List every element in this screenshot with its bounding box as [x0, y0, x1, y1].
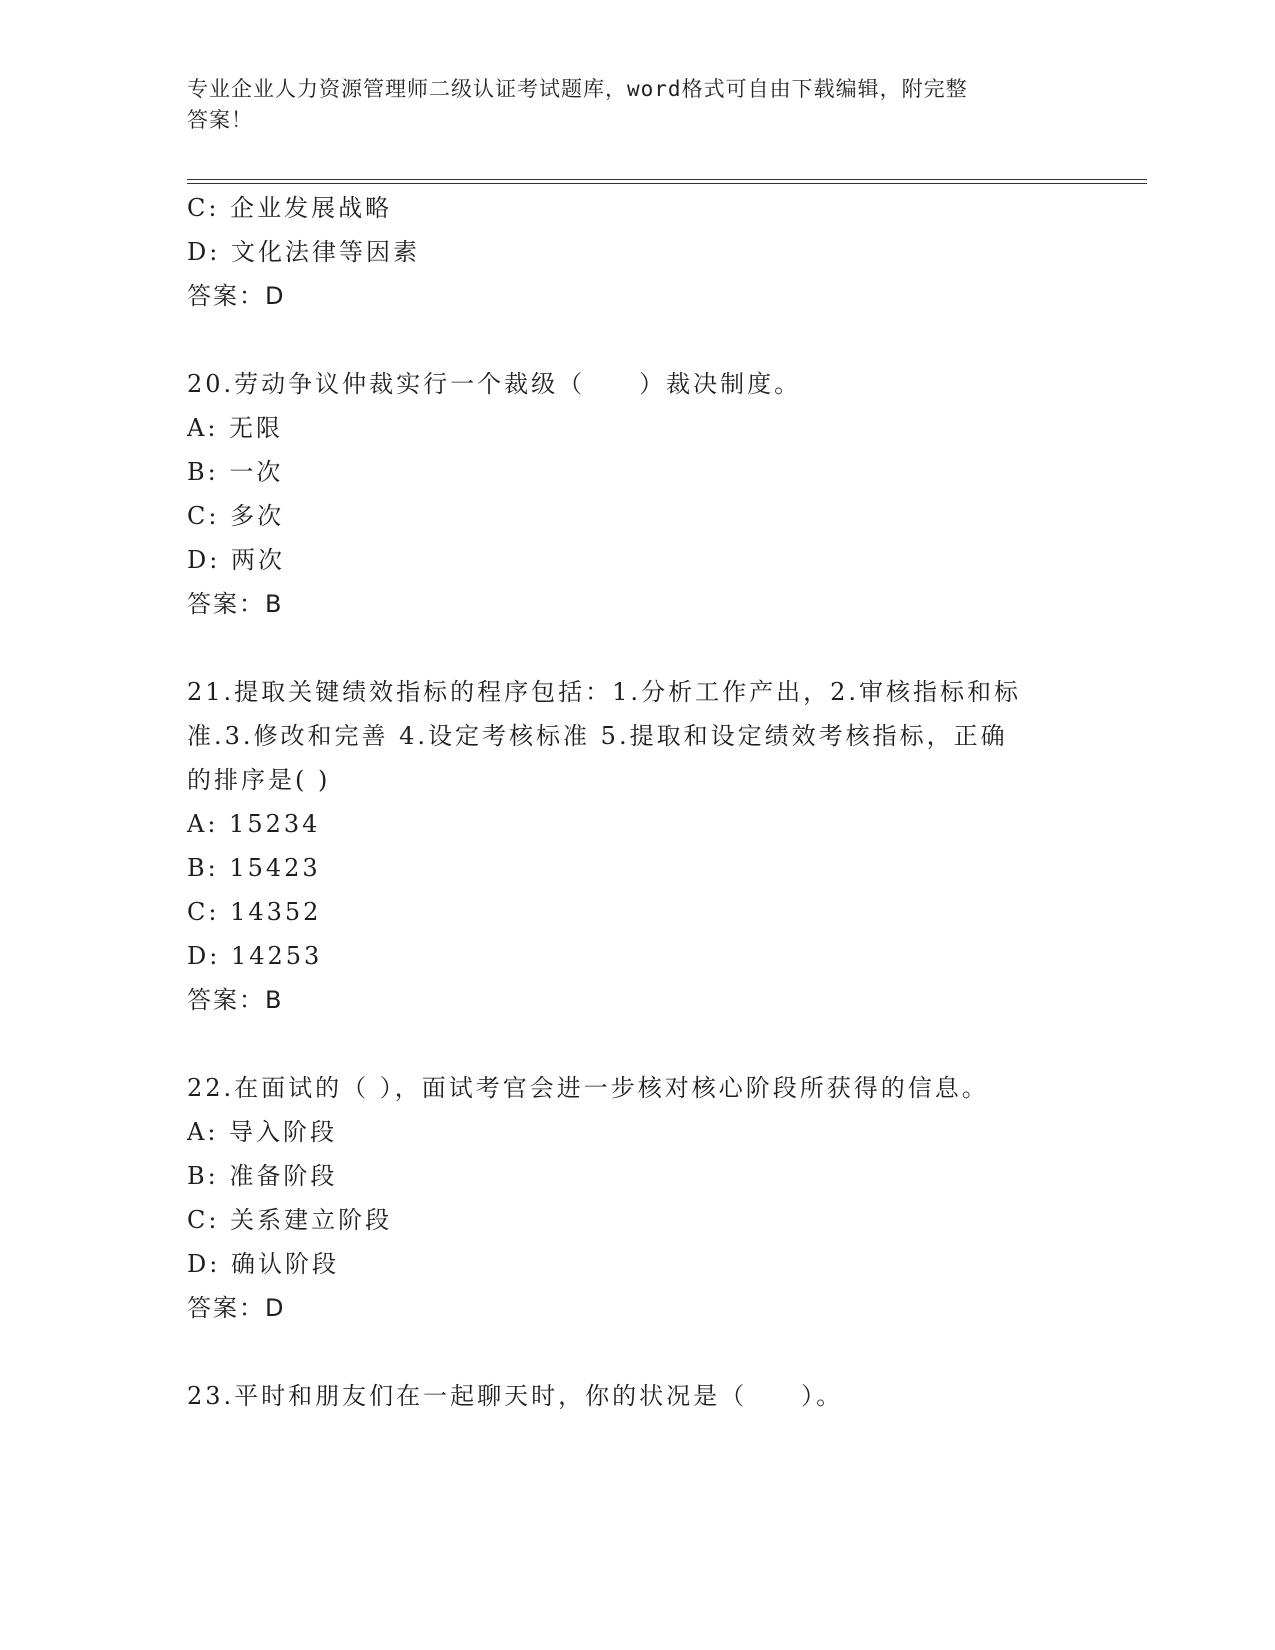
header-line-2: 答案！	[187, 108, 253, 132]
q21-option-a: A: 15234	[187, 810, 321, 838]
header-divider-bottom	[187, 183, 1147, 184]
q20-answer: 答案：B	[187, 590, 284, 618]
prev-answer: 答案：D	[187, 282, 286, 310]
header-divider-top	[187, 179, 1147, 180]
q22-stem: 22.在面试的（ ），面试考官会进一步核对核心阶段所获得的信息。	[187, 1074, 989, 1102]
q22-answer: 答案：D	[187, 1294, 286, 1322]
q21-answer: 答案：B	[187, 986, 284, 1014]
q20-option-b: B: 一次	[187, 458, 284, 486]
q21-option-d: D: 14253	[187, 942, 323, 970]
q21-option-b: B: 15423	[187, 854, 321, 882]
prev-option-c: C: 企业发展战略	[187, 194, 393, 222]
prev-option-d: D: 文化法律等因素	[187, 238, 420, 266]
q20-option-a: A: 无限	[187, 414, 284, 442]
header-line-1: 专业企业人力资源管理师二级认证考试题库，word格式可自由下载编辑，附完整	[187, 77, 968, 101]
q20-option-c: C: 多次	[187, 502, 285, 530]
q21-stem-line-3: 的排序是( )	[187, 766, 331, 794]
q20-option-d: D: 两次	[187, 546, 285, 574]
q22-option-d: D: 确认阶段	[187, 1250, 339, 1278]
q21-option-c: C: 14352	[187, 898, 322, 926]
q20-stem: 20.劳动争议仲裁实行一个裁级（ ）裁决制度。	[187, 370, 802, 398]
q22-option-c: C: 关系建立阶段	[187, 1206, 393, 1234]
q22-option-a: A: 导入阶段	[187, 1118, 338, 1146]
page-header	[187, 74, 1067, 136]
q22-option-b: B: 准备阶段	[187, 1162, 338, 1190]
q23-stem: 23.平时和朋友们在一起聊天时，你的状况是（ ）。	[187, 1382, 844, 1410]
q21-stem-line-2: 准.3.修改和完善 4.设定考核标准 5.提取和设定绩效考核指标，正确	[187, 722, 1008, 750]
q21-stem-line-1: 21.提取关键绩效指标的程序包括：1.分析工作产出，2.审核指标和标	[187, 678, 1021, 706]
